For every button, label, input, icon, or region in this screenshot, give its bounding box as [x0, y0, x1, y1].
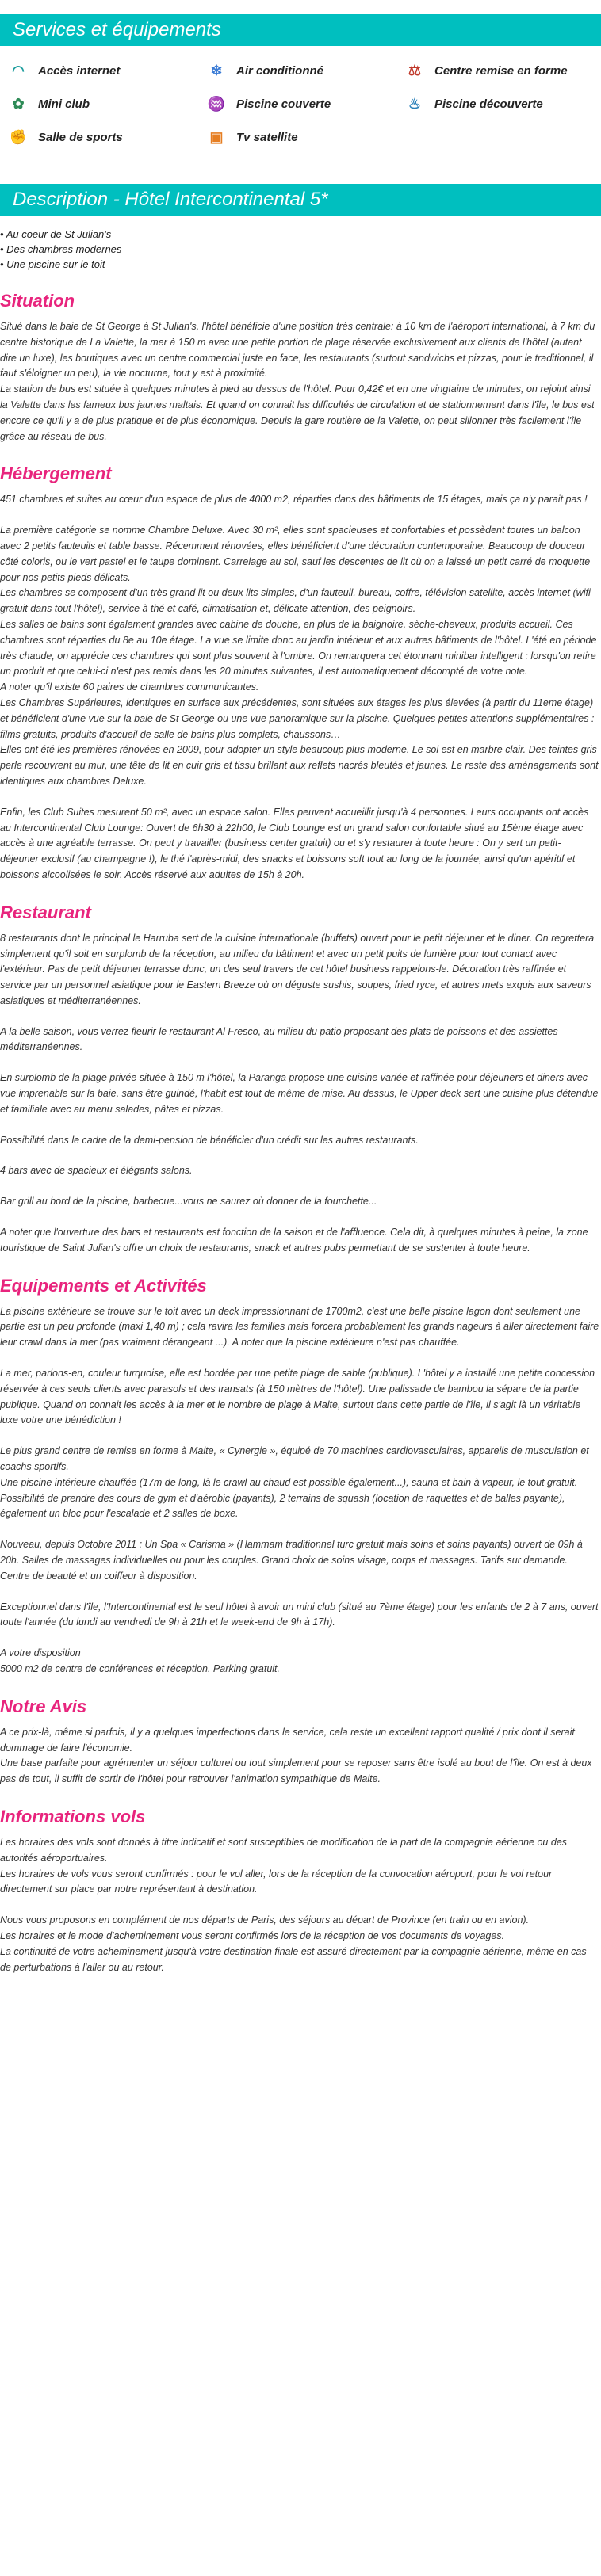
section-paragraph: 8 restaurants dont le principal le Harruba sert de la cuisine internationale (buffets) ouvert pour le petit déjeuner et le diner. On regrettera simplement qu'il soit en surplomb de la réception, au milieu du bâtiment et avec un petit puits de lumière pour tout contact avec l'extérieur. Pas de petit déjeuner terrasse donc, un des seul travers de cet hôtel business rappelons-le. Décoration très raffinée et service par un personnel asiatique pour le Eastern Breeze où on déguste sushis, soupes, fried ryce, et autres mets exquis aux saveurs asiatiques et méditerranéennes.: [0, 932, 595, 1006]
section-title: Notre Avis: [0, 1696, 87, 1716]
section-paragraph: Les Chambres Supérieures, identiques en surface aux précédentes, sont situées aux étages les plus élevées (à partir du 11eme étage) et bénéficient d'une vue sur la baie de St George ou une vue panoramique sur la piscine. Quelques petites attentions supplémentaires : films gratuits, produits d'accueil de salle de bains plus complets, chaussons…: [0, 696, 595, 740]
service-label: Tv satellite: [236, 130, 298, 144]
section-paragraph: Une base parfaite pour agrémenter un séjour culturel ou tout simplement pour se reposer sans être isolé au bout de l'île. On est à deux pas de tout, il suffit de sortir de l'hôtel pour retrouver l'animation sympathique de Malte.: [0, 1757, 592, 1785]
services-grid: [0, 46, 601, 155]
section-paragraph: A votre disposition: [0, 1647, 81, 1659]
section-paragraph: Centre de beauté et un coiffeur à disposition.: [0, 1570, 197, 1582]
service-label: Air conditionné: [236, 63, 323, 78]
section-title: Restaurant: [0, 902, 91, 922]
services-header: Services et équipements: [0, 14, 601, 46]
mini-club-icon: ✿: [12, 95, 25, 112]
section-paragraph: En surplomb de la plage privée située à 150 m l'hôtel, la Paranga propose une cuisine variée et raffinée pour déjeuners et diners avec vue imprenable sur la baie, sans être guindé, l'habit est tout de même de mise. Au dessus, le Upper deck sert une cuisine plus détendue et familiale avec au menu salades, pâtes et pizzas.: [0, 1072, 599, 1115]
section-paragraph: La piscine extérieure se trouve sur le toit avec un deck impressionnant de 1700m2, c'est une belle piscine lagon dont seulement une partie est un peu profonde (maxi 1,40 m) ; cela ravira les familles mais forcera probablement les grands nageurs à aller directement faire leur crawl dans la mer (pas vraiment dérangeant ...). A noter que la piscine extérieure n'est pas chauffée.: [0, 1305, 599, 1349]
satellite-tv-icon: ▣: [209, 128, 224, 145]
description-bullet: • Des chambres modernes: [0, 242, 601, 257]
section-paragraph: 4 bars avec de spacieux et élégants salons.: [0, 1165, 193, 1177]
section-paragraph: Exceptionnel dans l'île, l'Intercontinental est le seul hôtel à avoir un mini club (situé au 7ème étage) pour les enfants de 2 à 7 ans, ouvert toute l'année (du lundi au vendredi de 9h à 21h et le week-end de 9h à 17h).: [0, 1601, 599, 1628]
content-sections: [0, 272, 601, 1975]
service-item: [206, 60, 404, 81]
section-paragraph: Les horaires de vols vous seront confirmés : pour le vol aller, lors de la réception de la convocation aéroport, pour le vol retour directement sur place par notre représentant à destination.: [0, 1868, 553, 1895]
service-item: [404, 60, 601, 81]
section-title: Situation: [0, 291, 75, 311]
service-label: Piscine couverte: [236, 97, 331, 111]
section-title: Informations vols: [0, 1806, 146, 1826]
top-strip: [0, 0, 601, 14]
description-bullet: • Au coeur de St Julian's: [0, 227, 601, 242]
fitness-icon: ⚖: [408, 62, 422, 78]
section-paragraph: La station de bus est située à quelques minutes à pied au dessus de l'hôtel. Pour 0,42€ et en une vingtaine de minutes, on rejoint ainsi la Valette dans les fameux bus jaunes maltais. Et quand on connait les difficultés de circulation et de stationnement dans l'île, le bus est encore ce qu'il y a de plus pratique et de plus économique. Depuis la gare routière de la Valette, on peut sillonner très facilement l'île grâce au réseau de bus.: [0, 384, 595, 442]
section-paragraph: Une piscine intérieure chauffée (17m de long, là le crawl au chaud est possible également...), sauna et bain à vapeur, le tout gratuit.: [0, 1476, 578, 1488]
section-paragraph: 451 chambres et suites au cœur d'un espace de plus de 4000 m2, réparties dans des bâtiments de 15 étages, mais ça n'y parait pas !: [0, 494, 588, 506]
indoor-pool-icon: ♒: [207, 95, 226, 112]
service-item: [8, 93, 206, 114]
description-bullets: [0, 216, 601, 272]
section-paragraph: Elles ont été les premières rénovées en 2009, pour adopter un style beaucoup plus moderne. Le sol est en marbre clair. Des teintes gris perle recouvrent au mur, une tête de lit en cuir gris et tissu brillant aux reflets nacrés bleutés et jaunes. Le reste des aménagements sont identiques aux chambres Deluxe.: [0, 744, 599, 787]
service-item: [8, 60, 206, 81]
section-paragraph: Les horaires et le mode d'acheminement vous seront confirmés lors de la réception de vos documents de voyages.: [0, 1929, 505, 1941]
section-title: Hébergement: [0, 464, 112, 484]
section-paragraph: Enfin, les Club Suites mesurent 50 m², avec un espace salon. Elles peuvent accueillir jusqu'à 4 personnes. Leurs occupants ont accès au Intercontinental Club Lounge: Ouvert de 6h30 à 22h00, le Club Lounge est un grand salon confortable situé au 15ème étage avec accès à une agréable terrasse. On peut y travailler (business center gratuit) ou et s'y restaurer à toute heure : On y sert un petit-déjeuner exclusif (au champagne !), le thé l'après-midi, des snacks et boissons soft tout au long de la journée, ainsi qu'un apéritif et boissons alcoolisées le soir. Accès réservé aux adultes de 15h à 20h.: [0, 806, 589, 880]
section-paragraph: A noter qu'il existe 60 paires de chambres communicantes.: [0, 681, 259, 693]
service-label: Accès internet: [38, 63, 121, 78]
section-paragraph: Nouveau, depuis Octobre 2011 : Un Spa « Carisma » (Hammam traditionnel turc gratuit mais soins et soins payants) ouvert de 09h à 20h. Salles de massages individuelles ou pour les couples. Grand choix de soins visage, corps et massages. Tarifs sur demande.: [0, 1539, 583, 1567]
service-label: Salle de sports: [38, 130, 123, 144]
section-paragraph: La continuité de votre acheminement jusqu'à votre destination finale est assuré directement par la compagnie aérienne, même en cas de perturbations à l'aller ou au retour.: [0, 1945, 587, 1973]
section-paragraph: A noter que l'ouverture des bars et restaurants est fonction de la saison et de l'affluence. Cela dit, à quelques minutes à peine, la zone touristique de Saint Julian's offre un choix de restaurants, snack et autres pubs permettant de se sustenter à toute heure.: [0, 1227, 588, 1254]
section-title: Equipements et Activités: [0, 1275, 207, 1296]
section-paragraph: Les horaires des vols sont donnés à titre indicatif et sont susceptibles de modification de la part de la compagnie aérienne ou des autorités aéroportuaires.: [0, 1836, 568, 1864]
section-paragraph: Nous vous proposons en complément de nos départs de Paris, des séjours au départ de Province (en train ou en avion).: [0, 1914, 530, 1926]
section-paragraph: Possibilité dans le cadre de la demi-pension de bénéficier d'un crédit sur les autres restaurants.: [0, 1134, 419, 1146]
section-paragraph: Les salles de bains sont également grandes avec cabine de douche, en plus de la baignoire, sèche-cheveux, produits accueil. Ces chambres sont réparties du 8e au 10e étage. La vue se limite donc au jardin intérieur et aux autres bâtiments de l'hôtel. L'été en période très chaude, on apprécie ces chambres qui sont plus souvent à l'ombre. On remarquera cet étonnant minibar intelligent : lorsqu'on retire un produit et que celui-ci n'est pas remis dans les 20 minutes suivantes, il est automatiquement décompté de votre note.: [0, 618, 597, 677]
service-item: [206, 93, 404, 114]
description-header: Description - Hôtel Intercontinental 5*: [0, 184, 601, 216]
service-item: [8, 127, 206, 147]
wifi-icon: ◠: [12, 62, 25, 78]
section-paragraph: La première catégorie se nomme Chambre Deluxe. Avec 30 m², elles sont spacieuses et confortables et possèdent toutes un balcon avec 2 petits fauteuils et table basse. Récemment rénovées, elles bénéficient d'une décoration contemporaine. Beaucoup de douceur côté coloris, ou le vert pastel et le taupe dominent. Carrelage au sol, sauf les descentes de lit où on a laissé un petit carré de moquette pour nos petits pieds délicats.: [0, 525, 591, 583]
service-item: [404, 93, 601, 114]
section-paragraph: A la belle saison, vous verrez fleurir le restaurant Al Fresco, au milieu du patio proposant des plats de poissons et des assiettes méditerranéennes.: [0, 1025, 558, 1053]
section-paragraph: Les chambres se composent d'un très grand lit ou deux lits simples, d'un fauteuil, bureau, coffre, télévision satellite, accès internet (wifi-gratuit dans tout l'hôtel), service à thé et café, climatisation et, délicate attention, des peignoirs.: [0, 587, 594, 615]
gym-icon: ✊: [9, 128, 28, 145]
service-item: [206, 127, 404, 147]
section-paragraph: La mer, parlons-en, couleur turquoise, elle est bordée par une petite plage de sable (publique). L'hôtel y a installé une petite concession réservée à ces seuls clients avec parasols et des transats (à 150 mètres de l'hôtel). Une palissade de bambou la sépare de la partie publique. Quand on connait les accès à la mer et le nombre de plage à Malte, surtout dans cette partie de l'île, il s'agit là un véritable luxe votre une bénédiction !: [0, 1368, 595, 1426]
snowflake-icon: ❄: [210, 62, 223, 78]
service-label: Mini club: [38, 97, 90, 111]
section-paragraph: 5000 m2 de centre de conférences et réception. Parking gratuit.: [0, 1663, 280, 1674]
outdoor-pool-icon: ♨: [408, 95, 422, 112]
description-bullet: • Une piscine sur le toit: [0, 257, 601, 272]
section-paragraph: Le plus grand centre de remise en forme à Malte, « Cynergie », équipé de 70 machines cardiovasculaires, appareils de musculation et coachs sportifs.: [0, 1445, 589, 1473]
section-paragraph: A ce prix-là, même si parfois, il y a quelques imperfections dans le service, cela reste un excellent rapport qualité / prix dont il serait dommage de faire l'économie.: [0, 1726, 575, 1754]
service-label: Centre remise en forme: [434, 63, 568, 78]
section-paragraph: Possibilité de prendre des cours de gym et d'aérobic (payants), 2 terrains de squash (location de raquettes et de balles payante), également un bloc pour l'escalade et 2 salles de boxe.: [0, 1492, 565, 1520]
section-paragraph: Situé dans la baie de St George à St Julian's, l'hôtel bénéficie d'une position très centrale: à 10 km de l'aéroport international, à 7 km du centre historique de La Valette, la mer à 150 m avec une petite portion de plage réservée exclusivement aux clients de l'hôtel (autant dire un luxe), les boutiques avec un centre commercial juste en face, les restaurants (surtout sandwichs et pizzas, pour le traditionnel, il faut s'éloigner un peu), la vie nocturne, tout y est à proximité.: [0, 321, 595, 380]
service-label: Piscine découverte: [434, 97, 543, 111]
section-paragraph: Bar grill au bord de la piscine, barbecue...vous ne saurez où donner de la fourchette...: [0, 1196, 377, 1208]
